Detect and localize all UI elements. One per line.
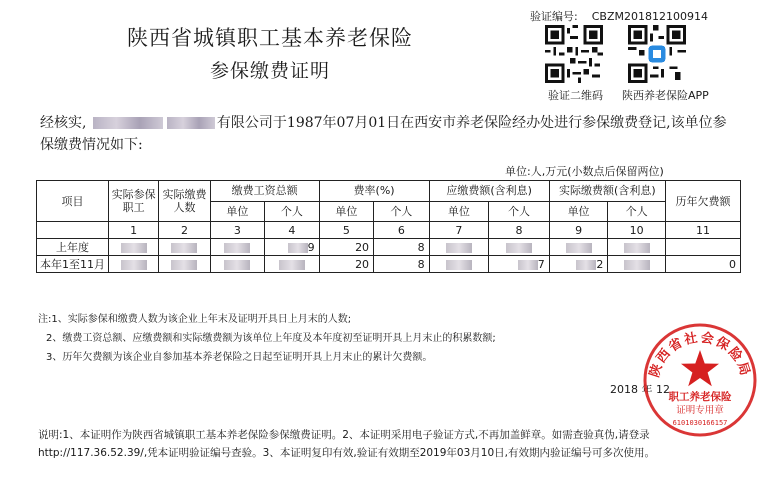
col-number: 3 <box>210 222 264 239</box>
intro-paragraph <box>40 112 730 156</box>
header-insured: 实际参保职工 <box>108 181 158 222</box>
col-number: 6 <box>374 222 430 239</box>
verify-code-value: CBZM201812100914 <box>591 10 708 23</box>
header-paid: 实际缴费额(含利息) <box>549 181 665 202</box>
col-number: 2 <box>159 222 210 239</box>
redacted-cell <box>608 239 666 256</box>
footer-line: http://117.36.52.39/,凭本证明验证编号查验。3、本证明复印有效,验证有效期至2019年03月10日,有效期内验证编号可多次使用。 <box>38 447 655 459</box>
cell-value <box>549 256 608 273</box>
note-line: 注:1、实际参保和缴费人数为该企业上年末及证明开具日上月末的人数; <box>38 314 352 325</box>
sub-unit: 单位 <box>429 201 489 222</box>
issue-date: 2018 年 12 <box>610 383 670 396</box>
table-row <box>37 239 741 256</box>
redacted-cell <box>489 239 550 256</box>
col-number-blank <box>37 222 109 239</box>
cell-value: 8 <box>374 239 430 256</box>
cell-value-text: 2 <box>596 257 604 271</box>
footer-line: 说明:1、本证明作为陕西省城镇职工基本养老保险参保缴费证明。2、本证明采用电子验证方式,不再加盖鲜章。如需查验真伪,请登录 <box>38 429 650 441</box>
notes-section <box>38 310 496 367</box>
redacted-cell <box>608 256 666 273</box>
app-qr-caption: 陕西养老保险APP <box>622 89 709 102</box>
redacted-cell <box>429 239 489 256</box>
table-row <box>37 256 741 273</box>
col-number: 11 <box>665 222 740 239</box>
redacted-cell <box>549 239 608 256</box>
cell-value-text: 7 <box>537 257 545 271</box>
cell-value: 8 <box>374 256 430 273</box>
col-number: 1 <box>108 222 158 239</box>
verify-code-label: 验证编号: <box>530 10 578 23</box>
svg-text:陕西省社会保险局: 陕西省社会保险局 <box>647 330 753 380</box>
col-number: 4 <box>265 222 319 239</box>
sub-personal: 个人 <box>489 201 550 222</box>
redacted-company-name <box>93 117 163 129</box>
sub-unit: 单位 <box>319 201 373 222</box>
sub-unit: 单位 <box>549 201 608 222</box>
cell-value: 0 <box>665 256 740 273</box>
col-number: 8 <box>489 222 550 239</box>
official-seal <box>640 320 760 440</box>
sub-unit: 单位 <box>210 201 264 222</box>
verify-qr-code <box>545 25 603 83</box>
redacted-company-name <box>167 117 215 129</box>
redacted-cell <box>159 256 210 273</box>
document-title: 陕西省城镇职工基本养老保险 <box>127 26 413 50</box>
svg-text:证明专用章: 证明专用章 <box>676 405 724 416</box>
app-qr-code <box>628 25 686 83</box>
row-label: 上年度 <box>37 239 109 256</box>
col-number: 5 <box>319 222 373 239</box>
row-label: 本年1至11月 <box>37 256 109 273</box>
sub-personal: 个人 <box>374 201 430 222</box>
verify-code-row <box>530 8 708 24</box>
redacted-cell <box>210 239 264 256</box>
header-payers: 实际缴费人数 <box>159 181 210 222</box>
svg-text:6101030166157: 6101030166157 <box>672 419 728 427</box>
cell-value: 20 <box>319 256 373 273</box>
redacted-cell <box>265 256 319 273</box>
intro-lead: 经核实, <box>40 115 87 131</box>
svg-text:职工养老保险: 职工养老保险 <box>668 391 732 403</box>
redacted-cell <box>159 239 210 256</box>
header-arrears: 历年欠费额 <box>665 181 740 222</box>
verify-qr-caption: 验证二维码 <box>548 89 603 102</box>
cell-value-text: 9 <box>307 240 315 254</box>
header-wage-base: 缴费工资总额 <box>210 181 319 202</box>
header-item: 项目 <box>37 181 109 222</box>
col-number: 10 <box>608 222 666 239</box>
cell-value <box>265 239 319 256</box>
redacted-cell <box>108 256 158 273</box>
cell-value <box>665 239 740 256</box>
intro-company-suffix: 有限公司于1987年07月01日在西安市养老保险经办处进行参保缴费登记,该单位参 <box>216 115 727 131</box>
note-line: 2、缴费工资总额、应缴费额和实际缴费额为该单位上年度及本年度初至证明开具上月末止的积累数额; <box>46 333 496 344</box>
header-due: 应缴费额(含利息) <box>429 181 549 202</box>
cell-value <box>489 256 550 273</box>
sub-personal: 个人 <box>265 201 319 222</box>
note-line: 3、历年欠费额为该企业自参加基本养老保险之日起至证明开具上月末止的累计欠费额。 <box>46 352 433 363</box>
contribution-table <box>36 180 741 273</box>
document-subtitle: 参保缴费证明 <box>209 60 330 82</box>
intro-line2: 保缴费情况如下: <box>40 137 143 153</box>
cell-value: 20 <box>319 239 373 256</box>
unit-note: 单位:人,万元(小数点后保留两位) <box>505 165 664 178</box>
redacted-cell <box>108 239 158 256</box>
header-rate: 费率(%) <box>319 181 429 202</box>
footer-explanation <box>38 426 738 462</box>
redacted-cell <box>429 256 489 273</box>
col-number: 9 <box>549 222 608 239</box>
sub-personal: 个人 <box>608 201 666 222</box>
redacted-cell <box>210 256 264 273</box>
col-number: 7 <box>429 222 489 239</box>
